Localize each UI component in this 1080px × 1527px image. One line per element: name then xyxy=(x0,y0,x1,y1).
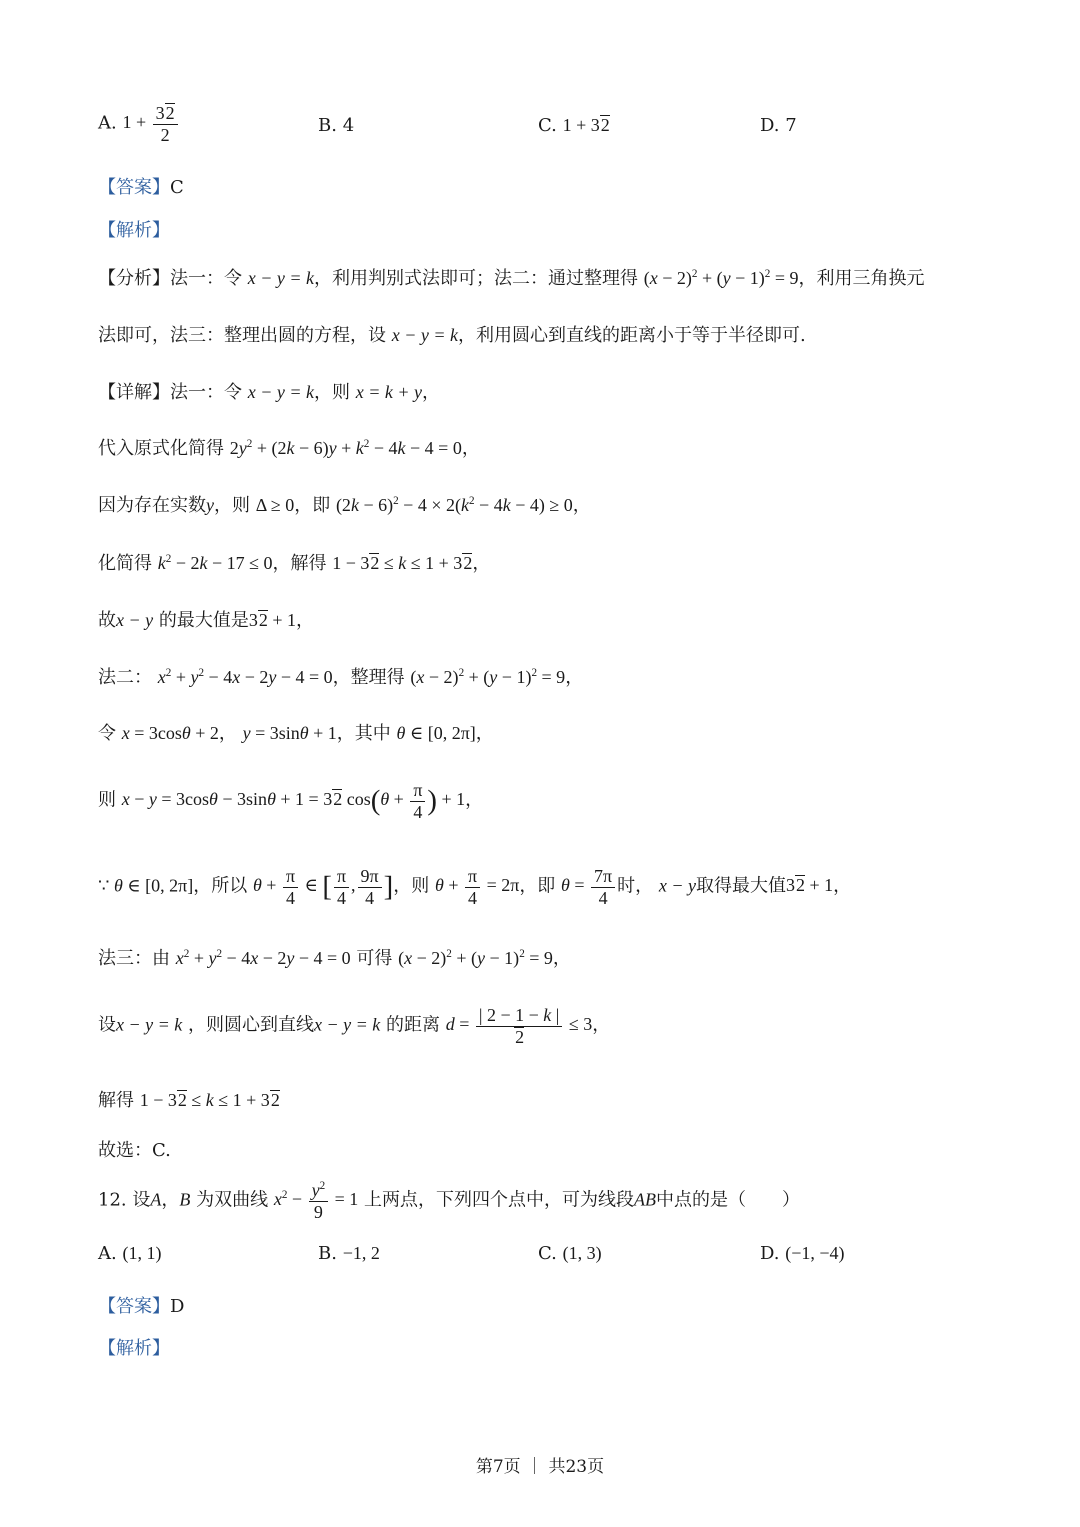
q11-method2-line-3: 则 x − y = 3cosθ − 3sinθ + 1 = 32 cos(θ + $\frac{\pi}{4}$ ) + 1， xyxy=(98,780,484,822)
q11-analysis-line-1: 【分析】法一：令 x − y = k，利用判别式法即可；法二：通过整理得 $(x - 2)^2 + (y - 1)^2 = 9$，利用三角换元 xyxy=(98,268,925,289)
q12-option-c: C. (1, 3) xyxy=(538,1243,602,1264)
q11-method2-line-4: ∵ θ ∈ [0, 2π]，所以 θ + $\frac{\pi}{4}$ ∈ [ $\frac{\pi}{4}$ , $\frac{9\pi}{4}$ ]，则 θ + $\frac{\pi}{4}$ = 2π，即 θ = $\frac{7\pi}{4}$ 时， x − y取得最大值32 + 1， xyxy=(98,866,852,908)
q11-option-c: C. 1 + 32 xyxy=(538,115,610,136)
q11-conclusion: 故选：C. xyxy=(98,1140,171,1161)
q11-option-a: A. 1 + $\frac{32}{2}$ xyxy=(98,103,180,145)
q11-detail-line-1: 【详解】法一：令 x − y = k，则 x = k + y， xyxy=(98,382,440,403)
page-footer: 第7页 ｜ 共23页 xyxy=(475,1457,605,1477)
q11-option-a-math: 1 + $\frac{32}{2}$ xyxy=(122,112,179,132)
q12-option-b: B. −1, 2 xyxy=(318,1243,380,1264)
q11-method3-line-3: 解得 1 − 32 ≤ k ≤ 1 + 32 xyxy=(98,1090,280,1111)
q11-answer: 【答案】C xyxy=(98,177,184,198)
q11-option-c-math: 1 + 32 xyxy=(562,115,610,135)
q11-analysis-line-2: 法即可，法三：整理出圆的方程，设 x − y = k，利用圆心到直线的距离小于等于半径即可. xyxy=(98,325,806,346)
q11-option-b: B. 4 xyxy=(318,115,355,136)
q12-explain-tag: 【解析】 xyxy=(98,1338,170,1359)
q11-detail-line-5: 故x − y 的最大值是32 + 1， xyxy=(98,610,315,631)
q11-method2-line-2: 令 x = 3cosθ + 2， y = 3sinθ + 1，其中 θ ∈ [0, 2π]， xyxy=(98,723,494,744)
q11-detail-line-3: 因为存在实数y，则 Δ ≥ 0，即 $(2k - 6)^2 - 4 \times 2(k^2 - 4k - 4) \ge 0$， xyxy=(98,495,591,516)
q11-detail-line-4: 化简得 $k^2 - 2k - 17 \le 0$，解得 1 − 32 ≤ k ≤ 1 + 32， xyxy=(98,553,491,574)
q11-method3-line-2: 设x − y = k ，则圆心到直线x − y = k 的距离 d = $\frac{| 2 - 1 - k |}{2}$ ≤ 3， xyxy=(98,1005,611,1047)
q11-explain-tag: 【解析】 xyxy=(98,220,170,241)
q11-option-d: D. 7 xyxy=(760,115,797,136)
q12-option-d: D. (−1, −4) xyxy=(760,1243,845,1264)
q12-answer: 【答案】D xyxy=(98,1296,185,1317)
q11-method3-line-1: 法三：由 $x^2 + y^2 - 4x - 2y - 4 = 0$ 可得 $(x - 2)^2 + (y - 1)^2 = 9$， xyxy=(98,948,571,969)
q11-detail-line-2: 代入原式化简得 $2y^2 + (2k - 6)y + k^2 - 4k - 4 = 0$， xyxy=(98,438,480,459)
q12-question: 12. 设A，B 为双曲线 $x^2$ − $\frac{y^2}{9}$ = 1 上两点，下列四个点中，可为线段AB中点的是（ ） xyxy=(98,1180,801,1222)
q11-method2-line-1: 法二： $x^2 + y^2 - 4x - 2y - 4 = 0$，整理得 $(x - 2)^2 + (y - 1)^2 = 9$， xyxy=(98,667,584,688)
q12-option-a: A. (1, 1) xyxy=(98,1243,162,1264)
